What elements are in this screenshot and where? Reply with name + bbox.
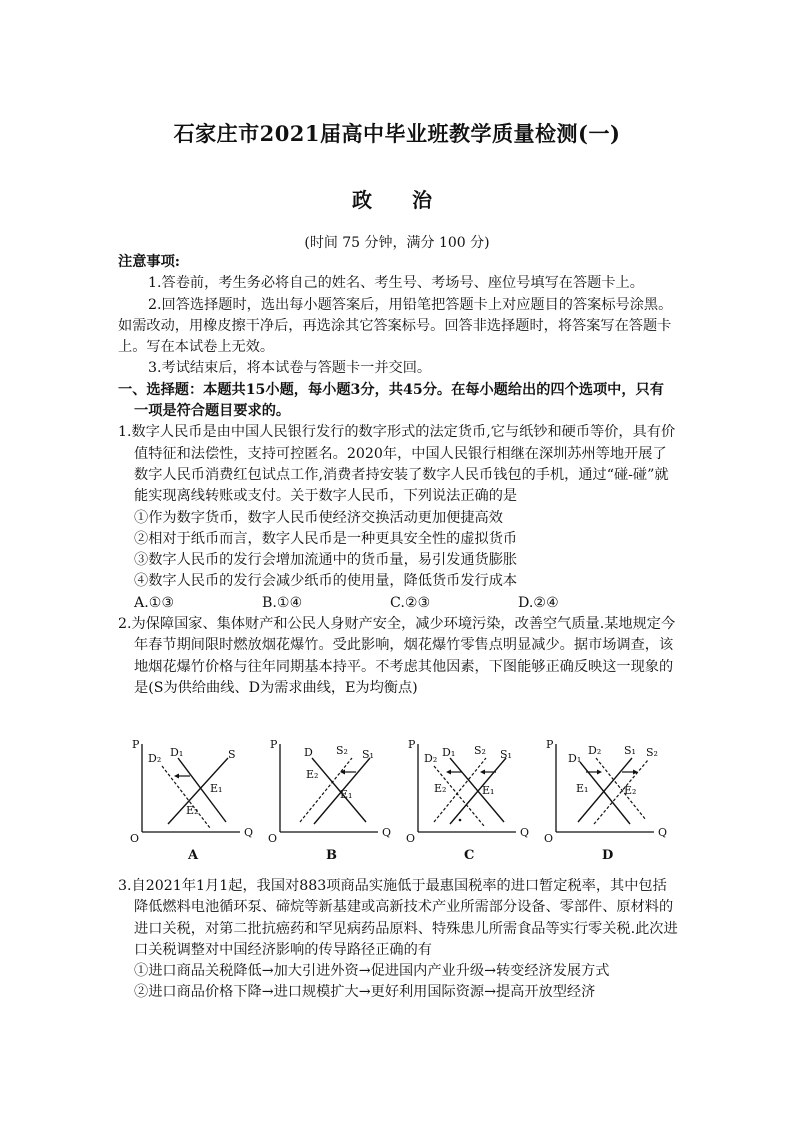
option-d[interactable]: D.②④ [518,594,559,611]
option-a[interactable]: A.①③ [134,594,175,611]
question-3-stem: 3.自2021年1月1起，我国对883项商品实施低于最惠国税率的进口暂定税率，其中包括降低燃料电池循环泵、碲烷等新基建或高新技术产业所需部分设备、零部件、原材料的进口关税，对第二批抗癌药和罕见病药品原料、特殊患儿所需食品等实行零关税.此次进口关税调整对中国经济影响的传导路径正确的有 [118,878,678,958]
label-d2: D₂ [148,752,162,765]
label-e2: E₂ [624,784,637,797]
axis-q-label: Q [244,826,254,839]
option-b[interactable]: B.①④ [262,594,303,611]
curve-d2 [596,758,646,820]
axis-q-label: Q [520,826,530,839]
axis-p-label: P [546,738,554,751]
curve-d2 [162,766,210,828]
curve-d1 [450,758,504,822]
notice-item-2: 2.回答选择题时，选出每小题答案后，用铅笔把答题卡上对应题目的答案标号涂黑。如需改动，用橡皮擦干净后，再选涂其它答案标号。回答非选择题时，将答案写在答题卡上。写在本试卷上无效。 [118,296,673,356]
question-3-statement-1: ①进口商品关税降低→加大引进外资→促进国内产业升级→转变经济发展方式 [134,963,610,980]
figure-d[interactable] [542,738,678,868]
figure-a-caption: A [188,848,199,863]
label-s1: S₁ [624,744,636,757]
label-e1: E₁ [340,788,353,801]
figure-a[interactable] [128,738,264,868]
label-s: S [228,748,236,761]
origin-label: O [268,832,278,845]
question-1-options [118,593,678,614]
exam-title: 石家庄市2021届高中毕业班教学质量检测(一) [173,121,621,146]
label-d2: D₂ [588,744,602,757]
figure-c-caption: C [464,848,475,863]
label-e1: E₁ [482,784,495,797]
label-e1: E₁ [576,782,589,795]
question-2-stem: 2.为保障国家、集体财产和公民人身财产安全，减少环境污染，改善空气质量.某地规定今年春节期间限时燃放烟花爆竹。受此影响，烟花爆竹零售点明显减少。据市场调查，该地烟花爆竹价格与往年同期基本持平。不考虑其他因素，下图能够正确反映这一现象的是(S为供给曲线、D为需求曲线，E为均衡点) [118,616,676,696]
curve-s2 [594,760,648,824]
notice-item-1: 1.答卷前，考生务必将自己的姓名、考生号、考场号、座位号填写在答题卡上。 [148,275,644,292]
origin-label: O [130,832,140,845]
axis-p-label: P [270,738,278,751]
axis-q-label: Q [382,826,392,839]
label-d1: D₁ [442,746,456,759]
subject-title: 政 治 [352,188,442,212]
question-1-stem: 1.数字人民币是由中国人民银行发行的数字形式的法定货币,它与纸钞和硬币等价，具有价值特征和法偿性，支持可控匿名。2020年，中国人民银行相继在深圳苏州等地开展了数字人民币消费红包试点工作,消费者持安装了数字人民币钱包的手机，通过“碰-碰”就能实现离线转账或支付。关于数字人民币，下列说法正确的是 [118,424,676,505]
label-e2: E₂ [306,768,319,781]
label-s2: S₂ [474,744,486,757]
label-d1: D₁ [568,752,582,765]
figure-c[interactable] [404,738,540,868]
axis-q-label: Q [658,826,668,839]
axis-p-label: P [408,738,416,751]
notice-heading: 注意事项: [118,254,180,270]
label-e2: E₂ [186,804,199,817]
label-s2: S₂ [336,744,348,757]
question-1-statement-1: ①作为数字货币，数字人民币使经济交换活动更加便捷高效 [134,509,503,526]
question-2-figures [118,738,678,868]
figure-d-caption: D [602,848,614,863]
question-3-statement-2: ②进口商品价格下降→进口规模扩大→更好利用国际资源→提高开放型经济 [134,984,596,1001]
label-d1: D₁ [170,746,184,759]
exam-body [118,252,678,699]
label-s1: S₁ [500,748,512,761]
option-c[interactable]: C.②③ [390,594,431,611]
axis-p-label: P [132,738,140,751]
section-heading: 一、选择题：本题共15小题，每小题3分，共45分。在每小题给出的四个选项中，只有一项是符合题目要求的。 [118,381,664,420]
notice-item-3: 3.考试结束后，将本试卷与答题卡一并交回。 [148,360,432,377]
figure-b-caption: B [326,848,337,863]
label-s2: S₂ [646,746,658,759]
label-e1: E₁ [210,782,223,795]
time-note: (时间 75 分钟，满分 100 分) [304,235,490,251]
question-1-statement-4: ④数字人民币的发行会减少纸币的使用量，降低货币发行成本 [134,573,518,590]
origin-label: O [406,832,416,845]
label-s1: S₁ [362,748,374,761]
question-1-statement-3: ③数字人民币的发行会增加流通中的货币量，易引发通货膨胀 [134,552,518,569]
label-e2: E₂ [434,782,447,795]
curve-d [312,758,366,822]
label-d2: D₂ [424,752,438,765]
exam-body-continued [118,876,678,1004]
figure-b[interactable] [266,738,402,868]
label-d: D [304,746,313,759]
origin-label: O [544,832,554,845]
question-1-statement-2: ②相对于纸币而言，数字人民币是一种更具安全性的虚拟货币 [134,530,518,547]
curve-d2 [434,766,484,826]
